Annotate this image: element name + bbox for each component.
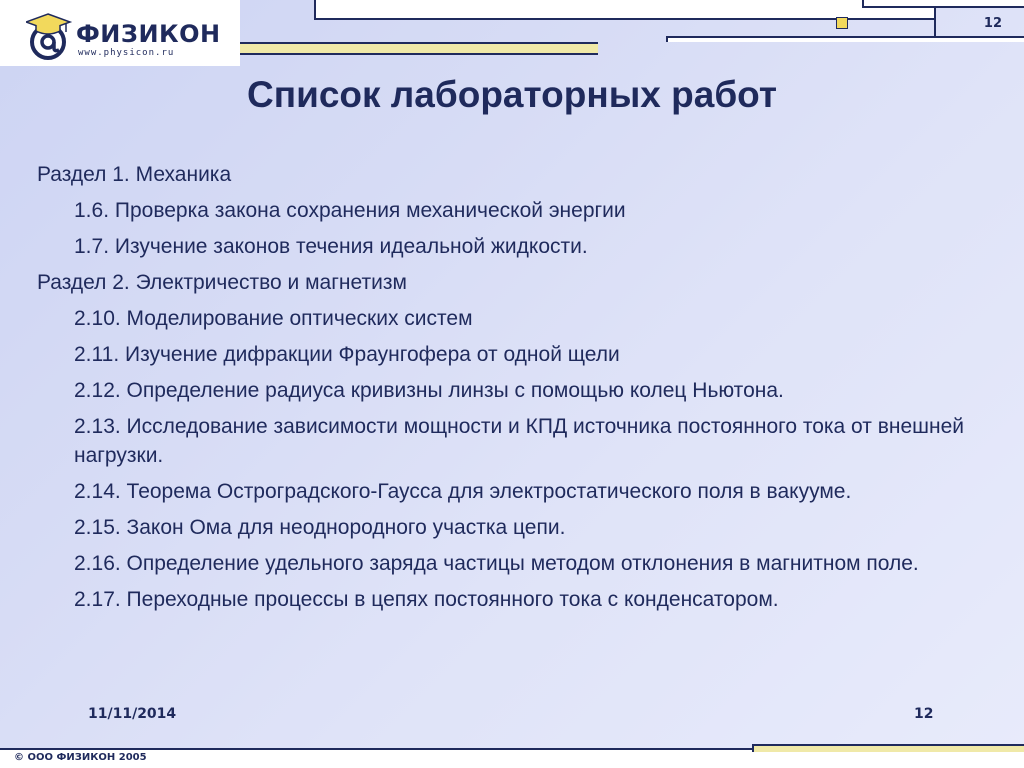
physicon-logo bbox=[26, 8, 236, 64]
footer-copyright: © ООО ФИЗИКОН 2005 bbox=[14, 752, 147, 763]
list-item-section-2: Раздел 2. Электричество и магнетизм bbox=[37, 271, 407, 294]
list-item-1-6: 1.6. Проверка закона сохранения механической энергии bbox=[74, 199, 626, 222]
lab-work-list bbox=[37, 160, 967, 621]
list-item-2-13: 2.13. Исследование зависимости мощности и КПД источника постоянного тока от внешней нагрузки. bbox=[74, 415, 965, 467]
header-decor-box bbox=[862, 0, 1024, 8]
list-item-2-15: 2.15. Закон Ома для неоднородного участка цепи. bbox=[74, 516, 566, 539]
list-item-2-17: 2.17. Переходные процессы в цепях постоянного тока с конденсатором. bbox=[74, 588, 779, 611]
header-decor-yellow-bar bbox=[240, 42, 598, 55]
header-page-number: 12 bbox=[983, 16, 1002, 31]
footer-page-number: 12 bbox=[914, 706, 934, 722]
slide-title: Список лабораторных работ bbox=[247, 74, 777, 115]
header-decor-vline bbox=[934, 6, 936, 40]
list-item-1-7: 1.7. Изучение законов течения идеальной жидкости. bbox=[74, 235, 588, 258]
logo-url: www.physicon.ru bbox=[78, 48, 175, 58]
header-decor-bottom-line bbox=[666, 36, 1024, 42]
list-item-section-1: Раздел 1. Механика bbox=[37, 163, 232, 186]
list-item-2-11: 2.11. Изучение дифракции Фраунгофера от одной щели bbox=[74, 343, 620, 366]
logo-title: ФИЗИКОН bbox=[76, 20, 221, 48]
list-item-2-10: 2.10. Моделирование оптических систем bbox=[74, 307, 473, 330]
footer-decor-yellow-bar bbox=[752, 744, 1024, 752]
footer-date: 11/11/2014 bbox=[88, 706, 177, 722]
list-item-2-16: 2.16. Определение удельного заряда частицы методом отклонения в магнитном поле. bbox=[74, 552, 919, 575]
list-item-2-14: 2.14. Теорема Остроградского-Гаусса для электростатического поля в вакууме. bbox=[74, 480, 852, 503]
header-decor-yellow-square bbox=[836, 17, 848, 29]
list-item-2-12: 2.12. Определение радиуса кривизны линзы с помощью колец Ньютона. bbox=[74, 379, 784, 402]
